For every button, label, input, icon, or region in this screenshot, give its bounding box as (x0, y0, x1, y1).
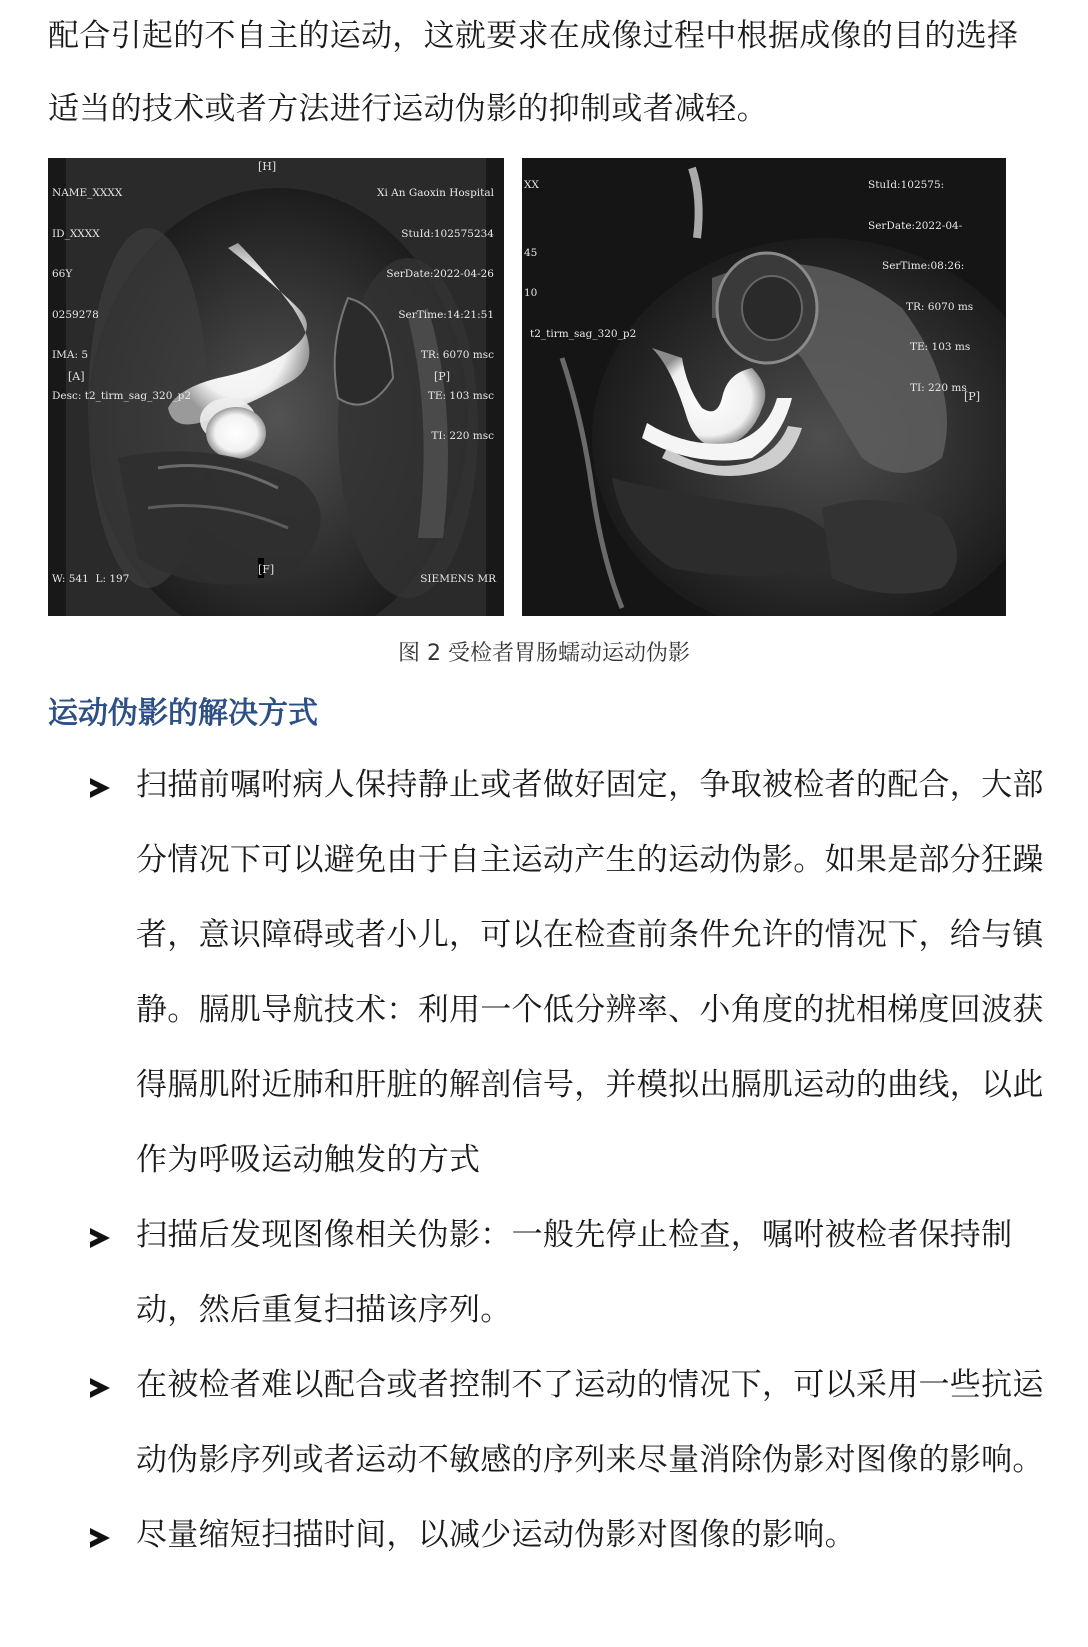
overlay-line: NAME_XXXX (52, 187, 123, 199)
arrow-bullet-icon (90, 1528, 110, 1548)
list-item (90, 1348, 1050, 1498)
arrow-bullet-icon (90, 778, 110, 798)
left-vendor-label: SIEMENS MR (420, 573, 496, 585)
left-top-marker: [H] (258, 160, 277, 173)
overlay-line: StuId:102575: (868, 179, 945, 191)
figure-mri-images (48, 158, 1008, 618)
right-top-right-overlay (868, 158, 973, 422)
overlay-line: t2_tirm_sag_320_p2 (530, 327, 637, 340)
figure-caption: 图 2 受检者胃肠蠕动运动伪影 (398, 641, 690, 666)
overlay-line: TR: 6070 msc (420, 349, 494, 361)
list-item-text: 扫描前嘱咐病人保持静止或者做好固定，争取被检者的配合，大部分情况下可以避免由于自主运动产生的运动伪影。如果是部分狂躁者，意识障碍或者小儿，可以在检查前条件允许的情况下，给与镇静。膈肌导航技术：利用一个低分辨率、小角度的扰相梯度回波获得膈肌附近肺和肝脏的解剖信号，并模拟出膈肌运动的曲线，以此作为呼吸运动触发的方式 (136, 767, 1044, 1178)
overlay-line: XX (524, 179, 539, 191)
intro-paragraph: 配合引起的不自主的运动，这就要求在成像过程中根据成像的目的选择适当的技术或者方法进行运动伪影的抑制或者减轻。 (48, 18, 1019, 127)
left-top-left-overlay (52, 160, 191, 430)
list-item-text: 扫描后发现图像相关伪影：一般先停止检查，嘱咐被检者保持制动，然后重复扫描该序列。 (136, 1217, 1013, 1328)
overlay-line: ID_XXXX (52, 227, 100, 240)
mri-image-right (522, 158, 1006, 616)
list-item-text: 尽量缩短扫描时间，以减少运动伪影对图像的影响。 (136, 1517, 856, 1553)
left-top-right-overlay (377, 160, 494, 471)
overlay-line: 45 (524, 246, 538, 259)
overlay-line: StuId:102575234 (401, 227, 494, 240)
overlay-line: SerDate:2022-04- (868, 219, 963, 232)
overlay-line: TE: 103 ms (910, 341, 971, 353)
arrow-bullet-icon (90, 1228, 110, 1248)
overlay-line: TI: 220 ms (910, 381, 967, 394)
right-top-left-overlay (524, 158, 636, 368)
overlay-line: 66Y (52, 268, 73, 280)
list-item (90, 748, 1050, 1198)
overlay-line: SerDate:2022-04-26 (386, 268, 494, 280)
overlay-line: Desc: t2_tirm_sag_320_p2 (52, 389, 192, 402)
right-posterior-marker: [P] (964, 390, 980, 403)
left-anterior-marker: [A] (68, 370, 85, 383)
section-heading: 运动伪影的解决方式 (48, 696, 318, 731)
left-posterior-marker: [P] (434, 370, 450, 383)
overlay-line: SerTime:08:26: (882, 260, 965, 272)
overlay-line: IMA: 5 (52, 349, 89, 361)
overlay-line: TE: 103 msc (427, 389, 494, 402)
overlay-line: Xi An Gaoxin Hospital (377, 187, 494, 199)
mri-image-left (48, 158, 504, 616)
solution-bullet-list (90, 748, 1050, 1573)
overlay-line: TI: 220 msc (431, 430, 494, 442)
overlay-line: TR: 6070 ms (906, 300, 974, 313)
left-bottom-marker: [F] (258, 563, 275, 576)
overlay-line: 10 (524, 287, 538, 299)
left-window-level: W: 541 L: 197 (52, 573, 130, 585)
overlay-line: SerTime:14:21:51 (398, 308, 494, 321)
list-item-text: 在被检者难以配合或者控制不了运动的情况下，可以采用一些抗运动伪影序列或者运动不敏感的序列来尽量消除伪影对图像的影响。 (136, 1367, 1044, 1478)
list-item (90, 1498, 1050, 1573)
overlay-line: 0259278 (52, 308, 99, 321)
list-item (90, 1198, 1050, 1348)
arrow-bullet-icon (90, 1378, 110, 1398)
